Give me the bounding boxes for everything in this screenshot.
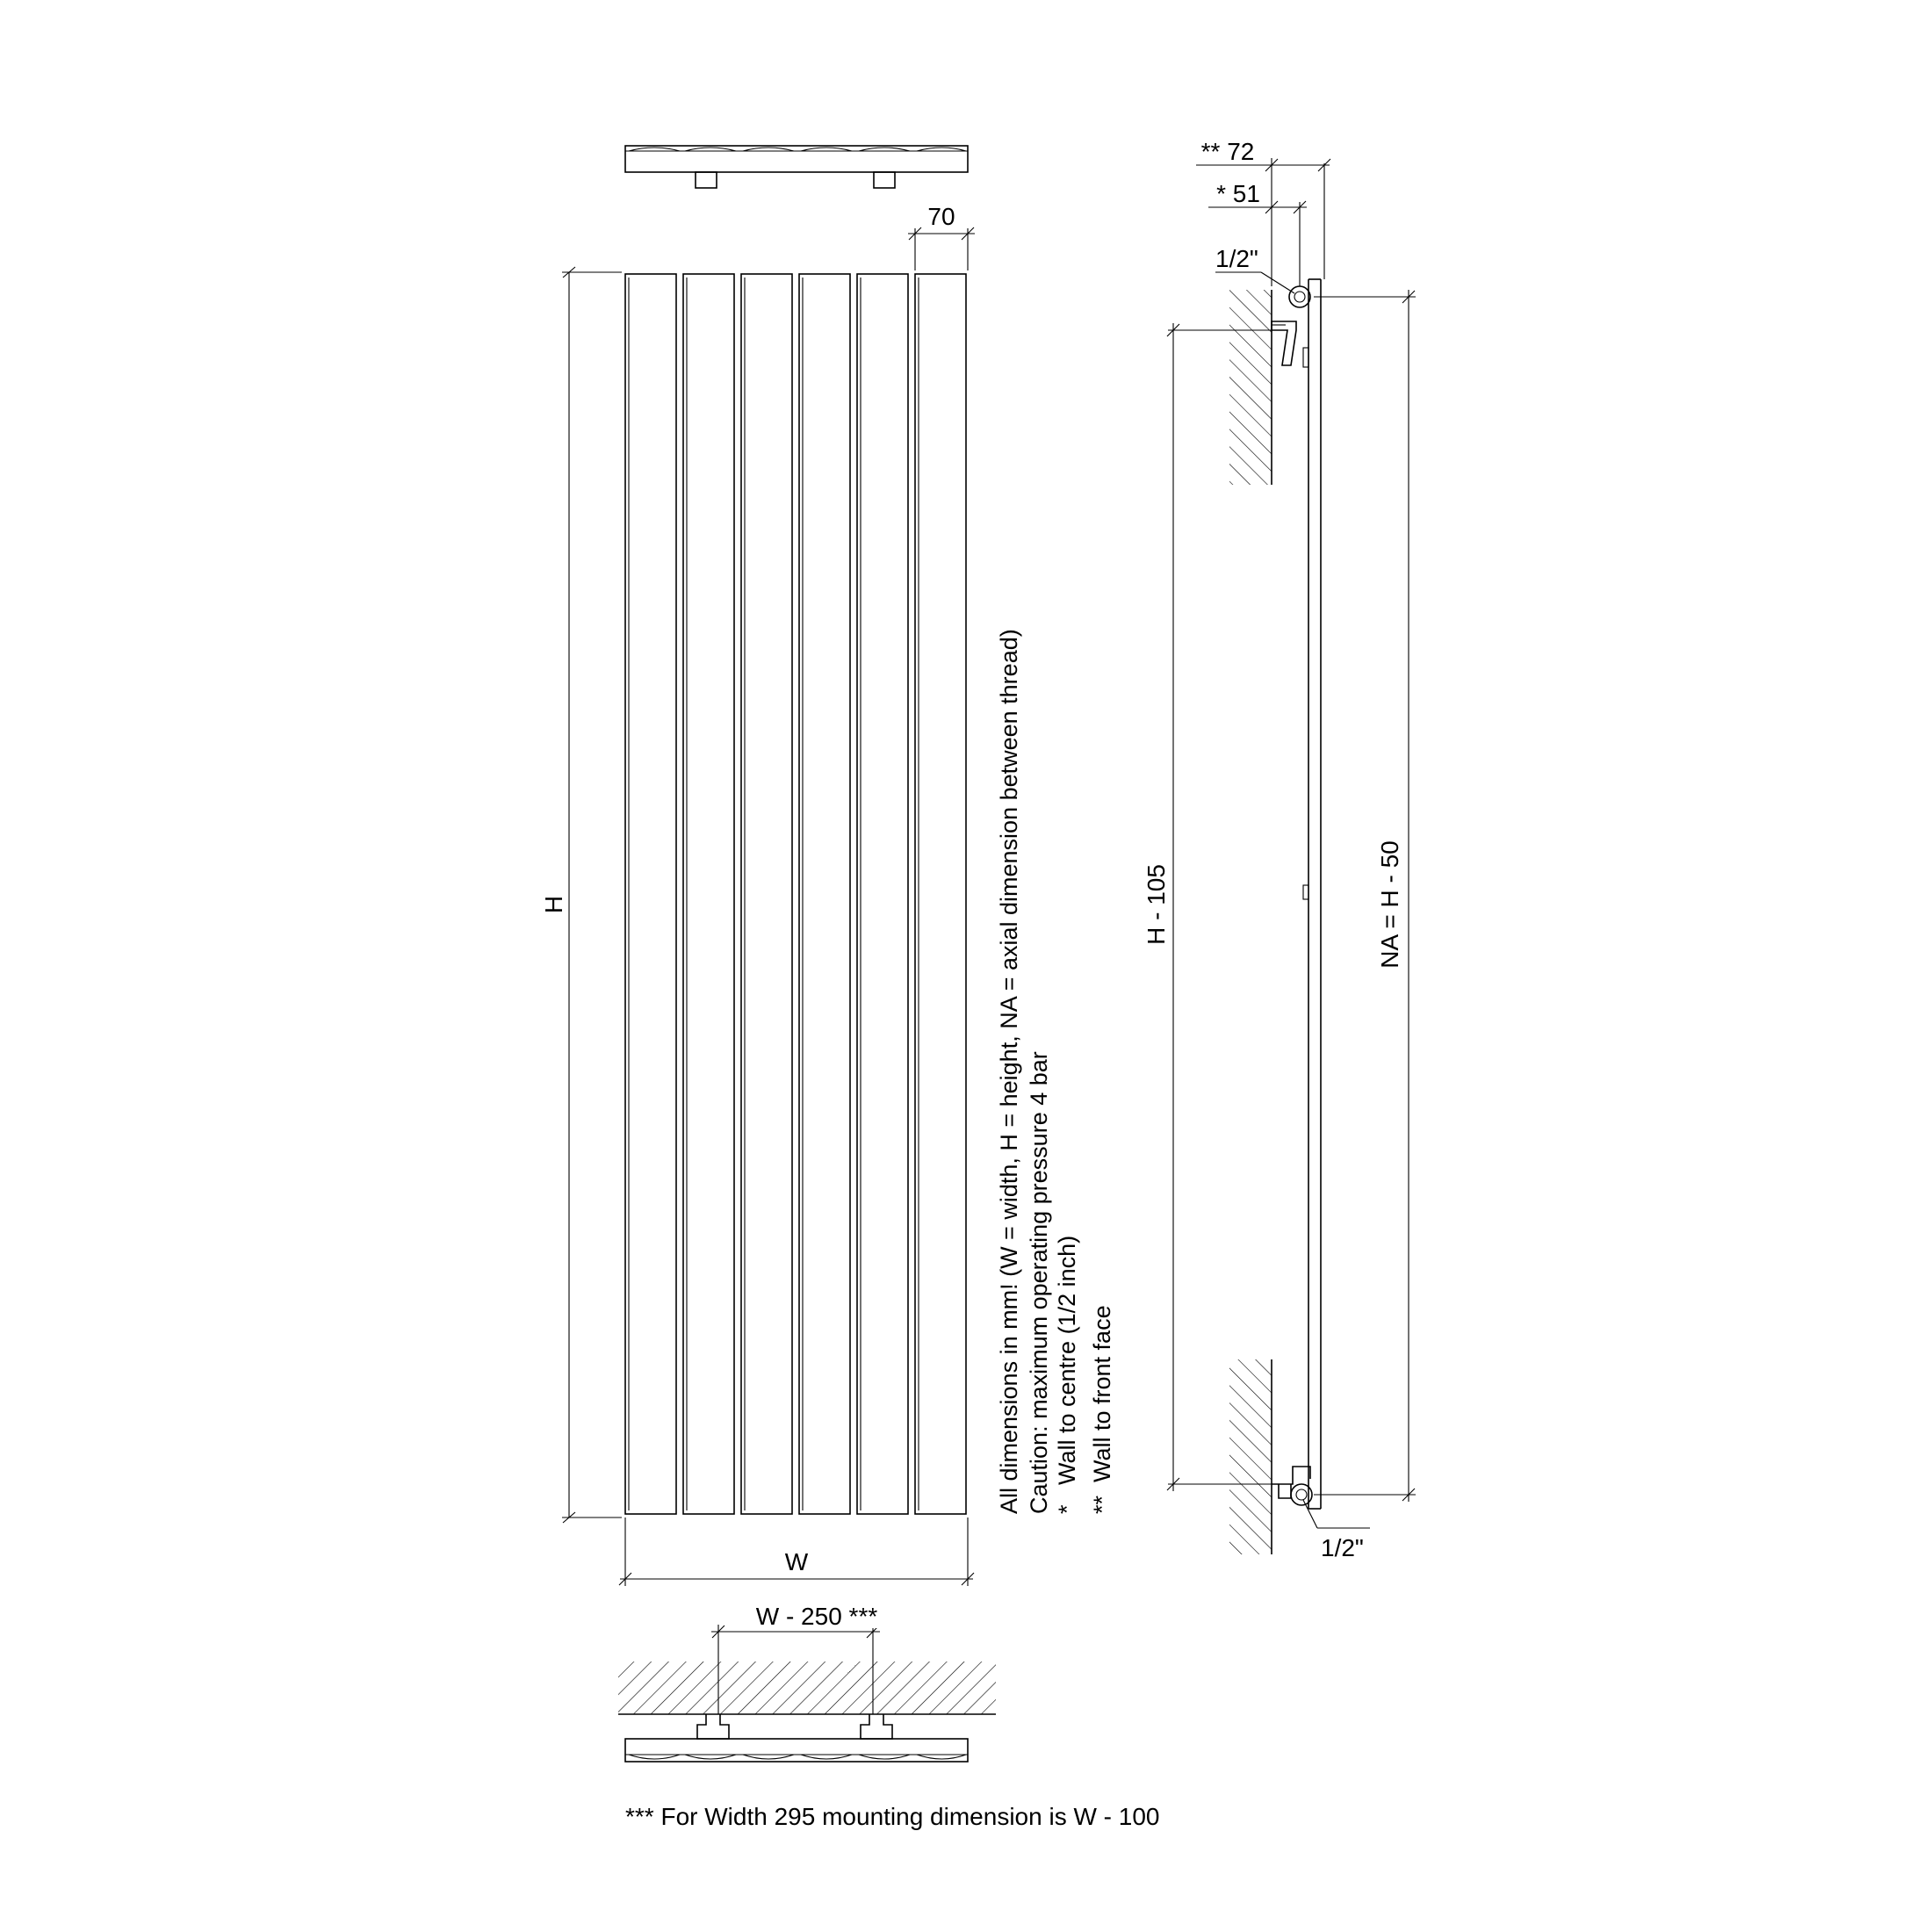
- wall-hatch-top: [1229, 290, 1272, 485]
- panel-3: [741, 274, 792, 1514]
- panel-6: [915, 274, 966, 1514]
- mounting-label: W - 250 ***: [755, 1603, 878, 1630]
- height-label: H: [540, 895, 567, 914]
- front-elevation: [625, 274, 966, 1514]
- pipe-top-label: 1/2": [1215, 245, 1258, 272]
- bottom-plan-view: [618, 1602, 996, 1762]
- notes: [996, 629, 1115, 1514]
- bracket-spacing-label: H - 105: [1143, 864, 1170, 945]
- axial-label: NA = H - 50: [1376, 840, 1403, 969]
- note-line-2: Caution: maximum operating pressure 4 bar: [1026, 1051, 1052, 1514]
- width-dimension: [619, 1517, 974, 1586]
- wall-centre-label: * 51: [1216, 180, 1260, 207]
- side-elevation: [1143, 138, 1416, 1561]
- width-label: W: [784, 1548, 809, 1575]
- panel-1: [625, 274, 676, 1514]
- footnote: *** For Width 295 mounting dimension is W - 100: [625, 1803, 1160, 1830]
- panel-5: [857, 274, 908, 1514]
- panel-width-dimension: [908, 203, 975, 270]
- note-line-1: All dimensions in mm! (W = width, H = height, NA = axial dimension between thread): [996, 629, 1022, 1514]
- wall-front-face-label: ** 72: [1200, 138, 1255, 165]
- pipe-top-icon: [1289, 286, 1310, 307]
- panel-width-label: 70: [927, 203, 955, 230]
- height-dimension: [540, 267, 622, 1523]
- note-line-3: * Wall to centre (1/2 inch): [1054, 1235, 1080, 1514]
- pipe-bottom-label: 1/2": [1321, 1534, 1364, 1561]
- top-plan-view: [625, 146, 968, 188]
- panel-4: [799, 274, 850, 1514]
- panel-2: [683, 274, 734, 1514]
- wall-hatch-lower: [1229, 1359, 1272, 1554]
- wall-hatch-bottom: [618, 1662, 996, 1714]
- note-line-4: ** Wall to front face: [1089, 1305, 1115, 1514]
